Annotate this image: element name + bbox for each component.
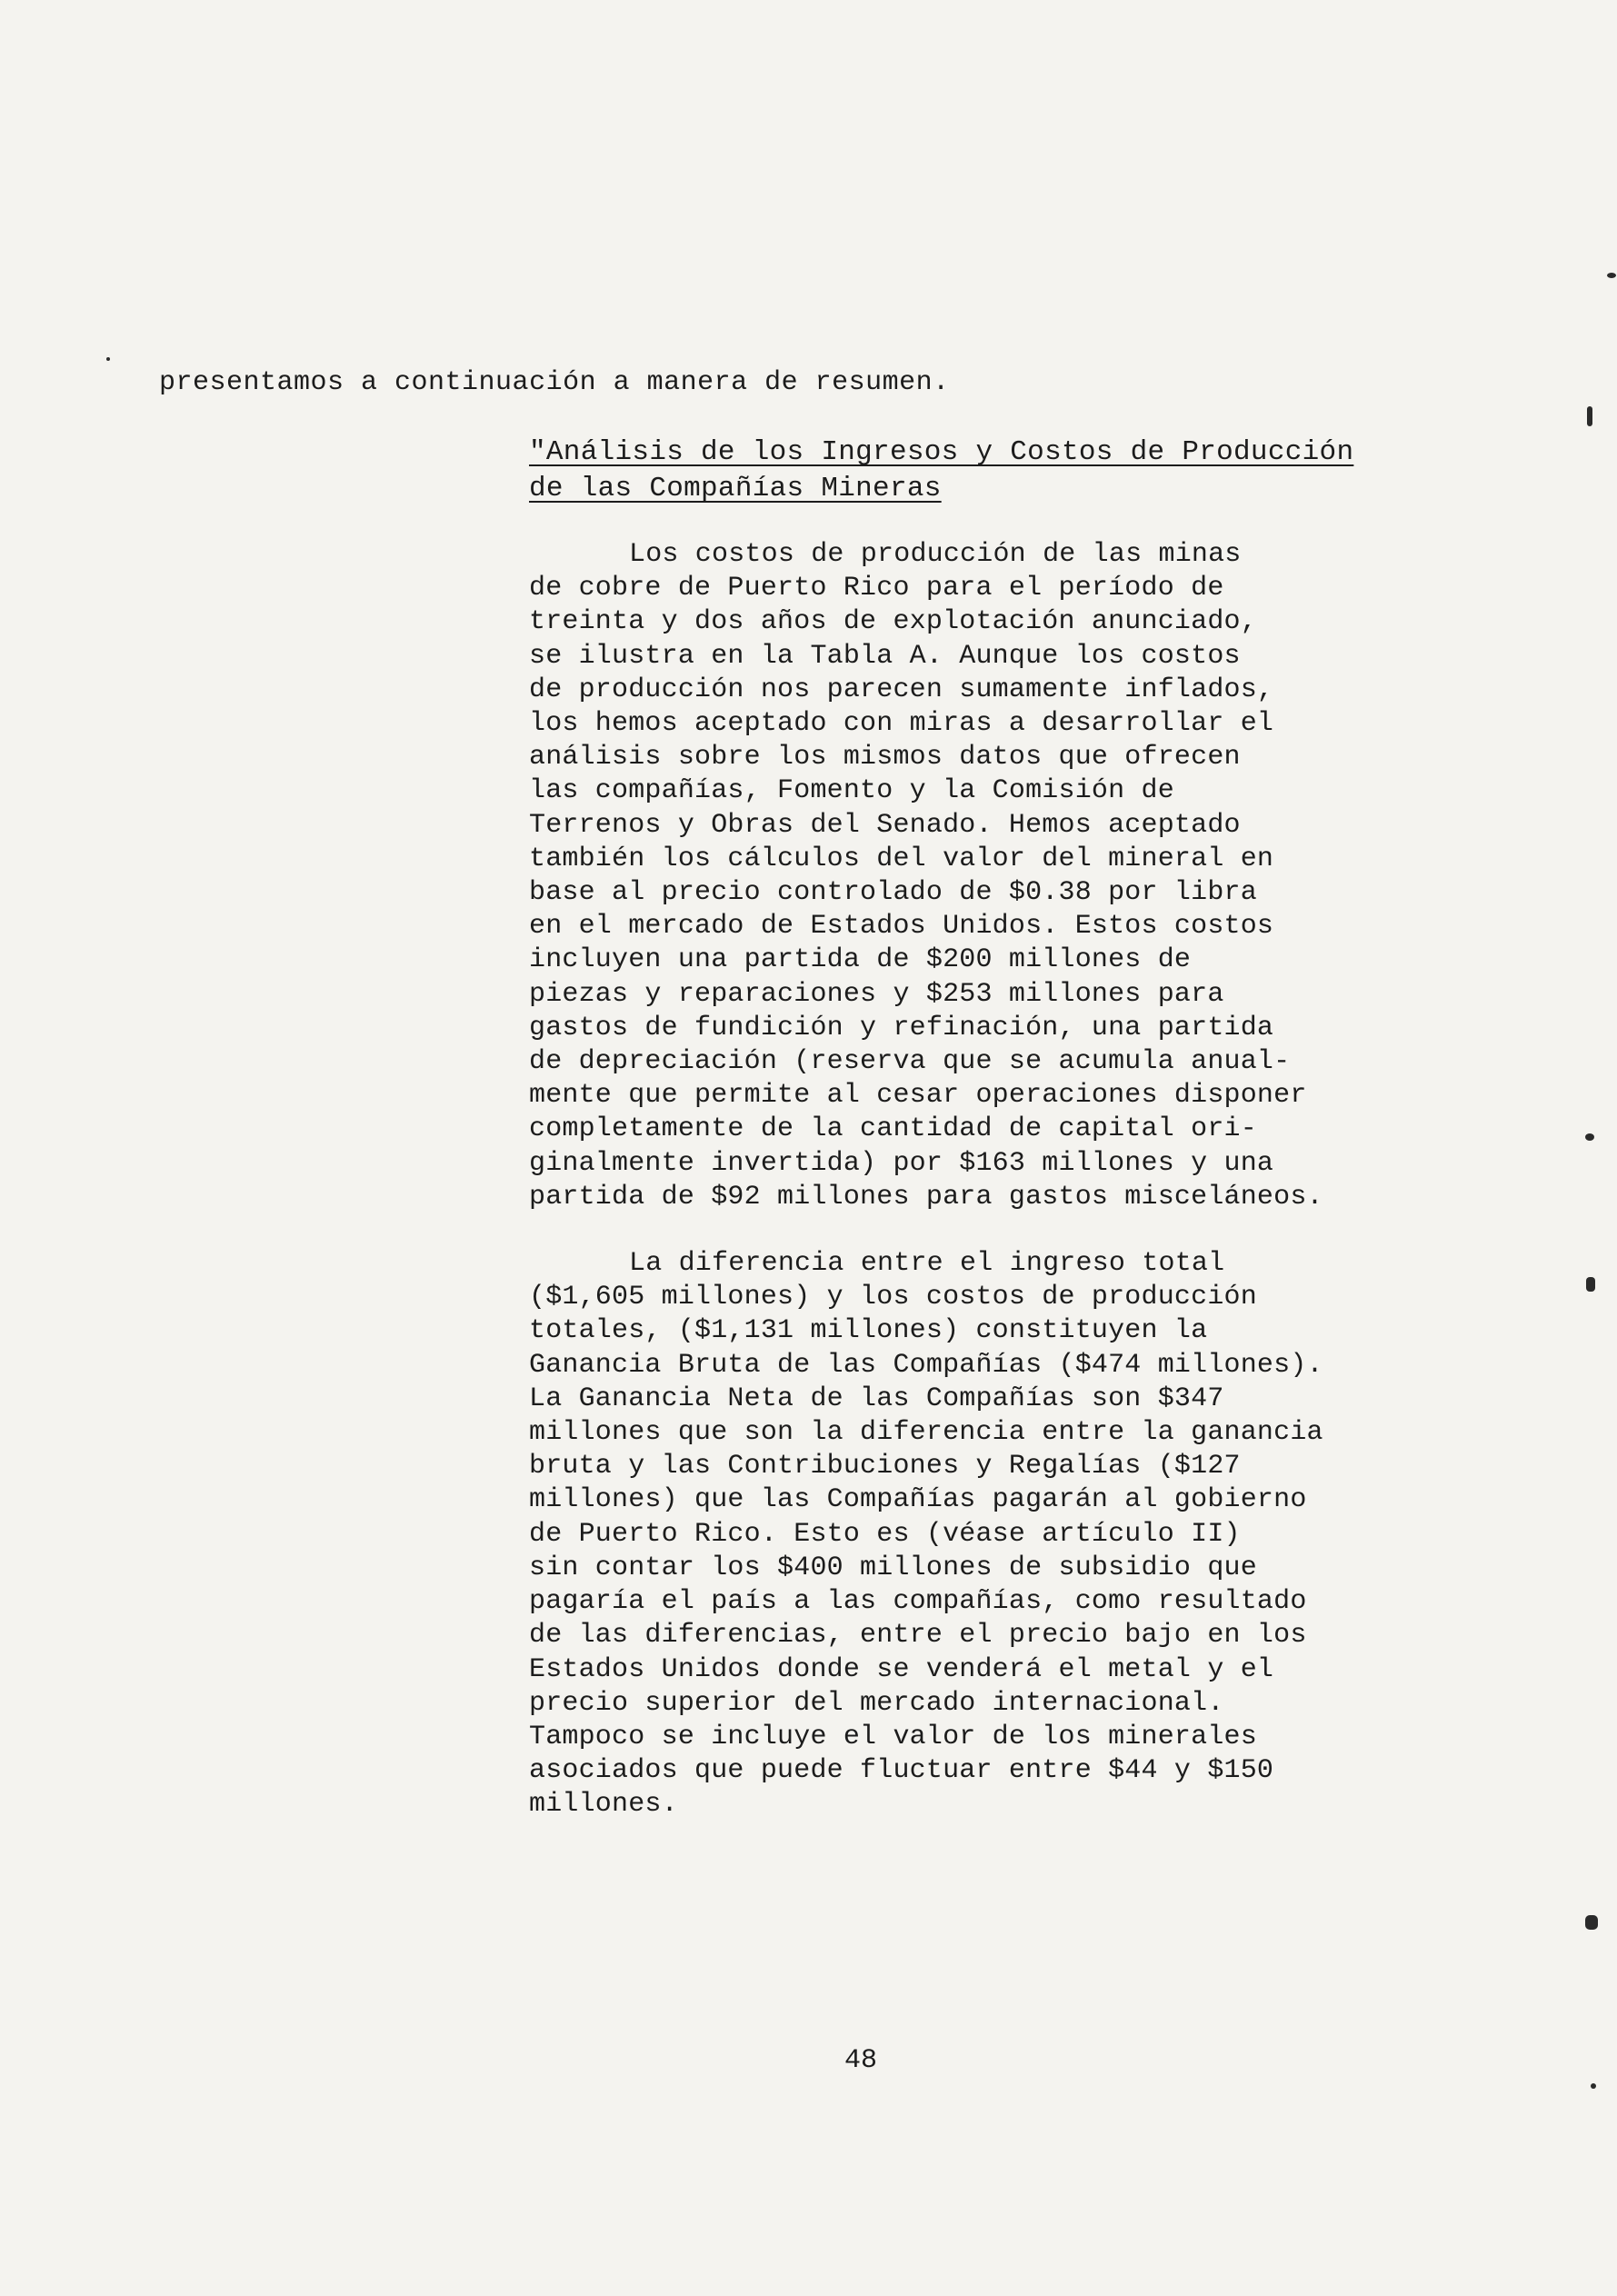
paragraph-1 — [529, 538, 1442, 1214]
paragraph-line: bruta y las Contribuciones y Regalías ($127 — [529, 1451, 1241, 1482]
scan-speck — [1607, 273, 1616, 278]
paragraph-line: gastos de fundición y refinación, una partida — [529, 1012, 1274, 1043]
paragraph-line: completamente de la cantidad de capital ori- — [529, 1113, 1257, 1145]
paragraph-line: treinta y dos años de explotación anunciado, — [529, 606, 1257, 638]
scan-speck — [1591, 2083, 1596, 2089]
paragraph-line: ginalmente invertida) por $163 millones y una — [529, 1147, 1274, 1179]
paragraph-line: de las diferencias, entre el precio bajo en los — [529, 1620, 1307, 1652]
paragraph-line: mente que permite al cesar operaciones disponer — [529, 1080, 1307, 1112]
paragraph-line: precio superior del mercado internacional. — [529, 1687, 1224, 1719]
paragraph-line: ($1,605 millones) y los costos de producción — [529, 1282, 1257, 1313]
paragraph-line: piezas y reparaciones y $253 millones para — [529, 978, 1224, 1010]
paragraph-line: también los cálculos del valor del mineral en — [529, 843, 1274, 874]
section-heading-line-1: "Análisis de los Ingresos y Costos de Producción — [529, 436, 1354, 468]
paragraph-2 — [529, 1247, 1442, 1822]
quoted-section — [529, 434, 1442, 1822]
paragraph-line: La diferencia entre el ingreso total — [629, 1248, 1225, 1280]
section-heading — [529, 434, 1442, 507]
paragraph-line: Ganancia Bruta de las Compañías ($474 millones). — [529, 1349, 1323, 1381]
scan-speck — [1586, 1277, 1595, 1292]
paragraph-line: partida de $92 millones para gastos misceláneos. — [529, 1181, 1323, 1213]
intro-line: presentamos a continuación a manera de resumen. — [159, 367, 950, 398]
paragraph-line: La Ganancia Neta de las Compañías son $347 — [529, 1383, 1224, 1414]
paragraph-line: millones) que las Compañías pagarán al gobierno — [529, 1484, 1307, 1516]
scan-speck — [1585, 1133, 1594, 1141]
paragraph-line: sin contar los $400 millones de subsidio que — [529, 1552, 1257, 1583]
paragraph-line: pagaría el país a las compañías, como resultado — [529, 1586, 1307, 1618]
paragraph-line: de depreciación (reserva que se acumula anual- — [529, 1046, 1291, 1078]
section-heading-line-2: de las Compañías Mineras — [529, 473, 942, 504]
paragraph-line: Terrenos y Obras del Senado. Hemos aceptado — [529, 809, 1241, 841]
paragraph-line: en el mercado de Estados Unidos. Estos costos — [529, 911, 1274, 943]
paragraph-line: de Puerto Rico. Esto es (véase artículo II) — [529, 1518, 1241, 1550]
paragraph-line: Estados Unidos donde se venderá el metal y el — [529, 1653, 1274, 1685]
paragraph-line: análisis sobre los mismos datos que ofrecen — [529, 742, 1241, 774]
paragraph-line: los hemos aceptado con miras a desarrollar el — [529, 708, 1274, 740]
scan-speck — [1587, 406, 1592, 426]
paragraph-line: Tampoco se incluye el valor de los minerales — [529, 1721, 1257, 1752]
scan-speck — [1585, 1915, 1598, 1930]
paragraph-line: millones. — [529, 1789, 678, 1821]
paragraph-line: base al precio controlado de $0.38 por libra — [529, 877, 1257, 909]
paragraph-line: de producción nos parecen sumamente inflados, — [529, 674, 1274, 705]
paragraph-line: incluyen una partida de $200 millones de — [529, 944, 1192, 976]
paragraph-line: millones que son la diferencia entre la ganancia — [529, 1417, 1323, 1449]
paragraph-line: se ilustra en la Tabla A. Aunque los costos — [529, 640, 1241, 672]
page-number: 48 — [843, 2045, 877, 2076]
paragraph-line: asociados que puede fluctuar entre $44 y $150 — [529, 1755, 1274, 1787]
scan-speck — [106, 357, 110, 361]
paragraph-line: totales, ($1,131 millones) constituyen la — [529, 1315, 1208, 1347]
paragraph-line: de cobre de Puerto Rico para el período de — [529, 573, 1224, 604]
paragraph-line: las compañías, Fomento y la Comisión de — [529, 775, 1174, 807]
paragraph-line: Los costos de producción de las minas — [629, 539, 1242, 570]
